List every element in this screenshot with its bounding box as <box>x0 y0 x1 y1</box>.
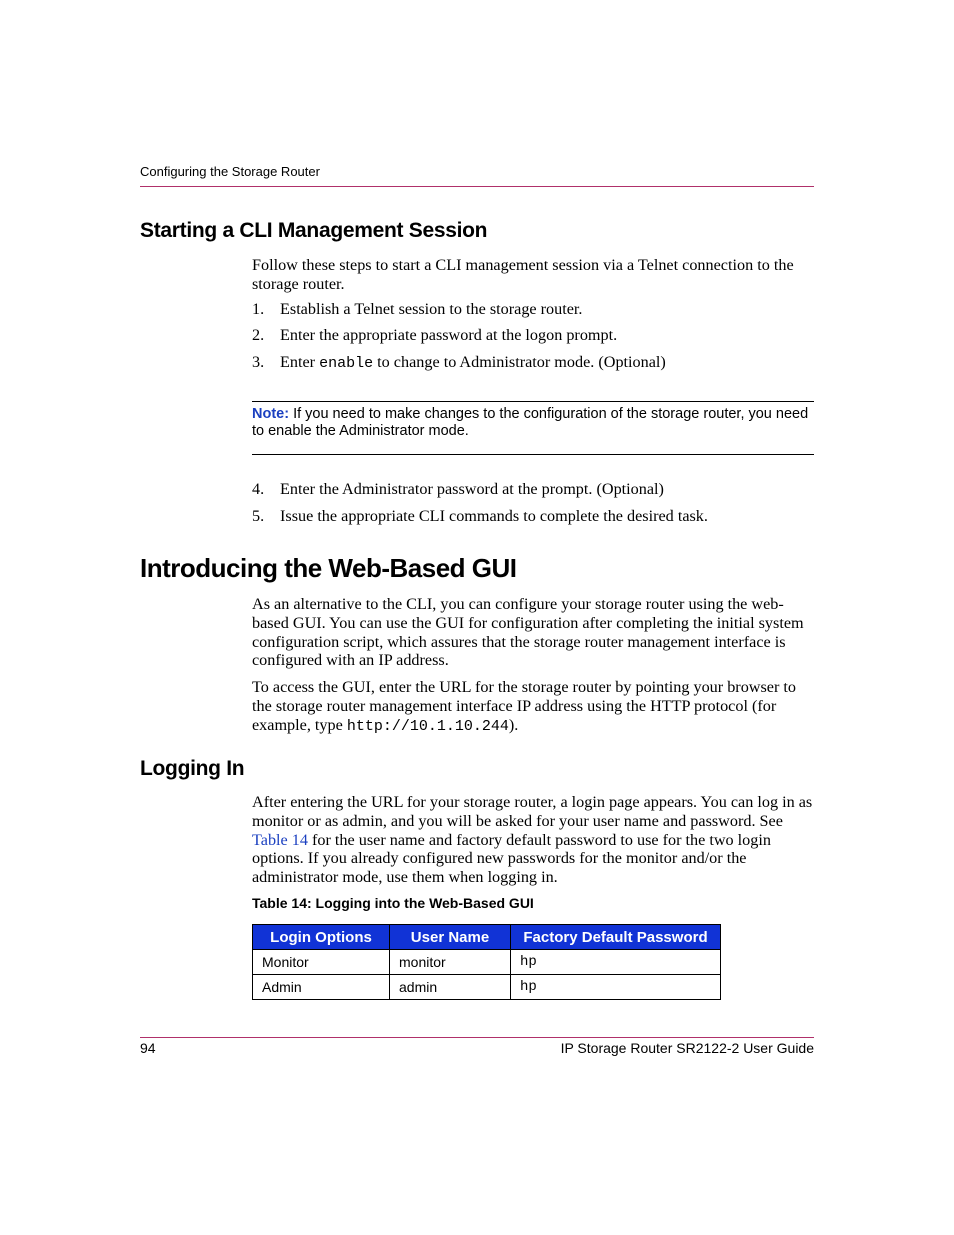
note-text: If you need to make changes to the configuration of the storage router, you need to enable the Administrator mode. <box>252 406 809 439</box>
note-box <box>252 406 814 440</box>
col-login-options: Login Options <box>253 925 390 950</box>
cell-login-option: Monitor <box>253 950 390 975</box>
page-number: 94 <box>140 1040 156 1056</box>
cell-user-name: monitor <box>390 950 511 975</box>
running-header: Configuring the Storage Router <box>140 164 320 179</box>
table-caption: Table 14: Logging into the Web-Based GUI <box>252 895 534 911</box>
gui-paragraph-1: As an alternative to the CLI, you can configure your storage router using the web-based GUI. You can use the GUI for configuration after completing the initial system configuration script, which assures that the storage router management interface is configured with an IP address. <box>252 595 804 670</box>
step-2: 2. Enter the appropriate password at the logon prompt. <box>252 326 618 344</box>
table-row <box>253 975 721 1000</box>
col-factory-password: Factory Default Password <box>511 925 721 950</box>
col-user-name: User Name <box>390 925 511 950</box>
login-table <box>252 924 721 1000</box>
section-heading-gui: Introducing the Web-Based GUI <box>140 553 517 583</box>
table-row <box>253 950 721 975</box>
step-4: 4. Enter the Administrator password at the prompt. (Optional) <box>252 480 664 498</box>
table-14-link[interactable]: Table 14 <box>252 830 308 849</box>
note-label: Note: <box>252 406 290 422</box>
section-heading-cli: Starting a CLI Management Session <box>140 219 488 242</box>
cell-password: hp <box>511 975 721 1000</box>
cell-password: hp <box>511 950 721 975</box>
table-header-row <box>253 925 721 950</box>
running-footer: IP Storage Router SR2122-2 User Guide <box>560 1040 814 1056</box>
note-top-rule <box>252 401 814 402</box>
note-bottom-rule <box>252 454 814 455</box>
step-3: 3. Enter enable to change to Administrator mode. (Optional) <box>252 353 666 372</box>
cell-login-option: Admin <box>253 975 390 1000</box>
section-heading-login: Logging In <box>140 757 245 780</box>
footer-rule <box>140 1037 814 1038</box>
login-paragraph: After entering the URL for your storage router, a login page appears. You can log in as monitor or as admin, and you will be asked for your user name and password. See Table 14 for the user name and factory default password to use for the two login options. If you already configured new passwords for the monitor and/or the administrator mode, use them when logging in. <box>252 793 813 887</box>
step-1: 1. Establish a Telnet session to the storage router. <box>252 300 583 318</box>
gui-paragraph-2: To access the GUI, enter the URL for the storage router by pointing your browser to the storage router management interface IP address using the HTTP protocol (for example, type http://10.1.10.244). <box>252 678 796 735</box>
enable-command: enable <box>319 355 374 372</box>
header-rule <box>140 186 814 187</box>
step-5: 5. Issue the appropriate CLI commands to complete the desired task. <box>252 507 708 525</box>
cli-intro-paragraph: Follow these steps to start a CLI management session via a Telnet connection to the storage router. <box>252 256 794 293</box>
url-example: http://10.1.10.244 <box>346 717 509 735</box>
cell-user-name: admin <box>390 975 511 1000</box>
